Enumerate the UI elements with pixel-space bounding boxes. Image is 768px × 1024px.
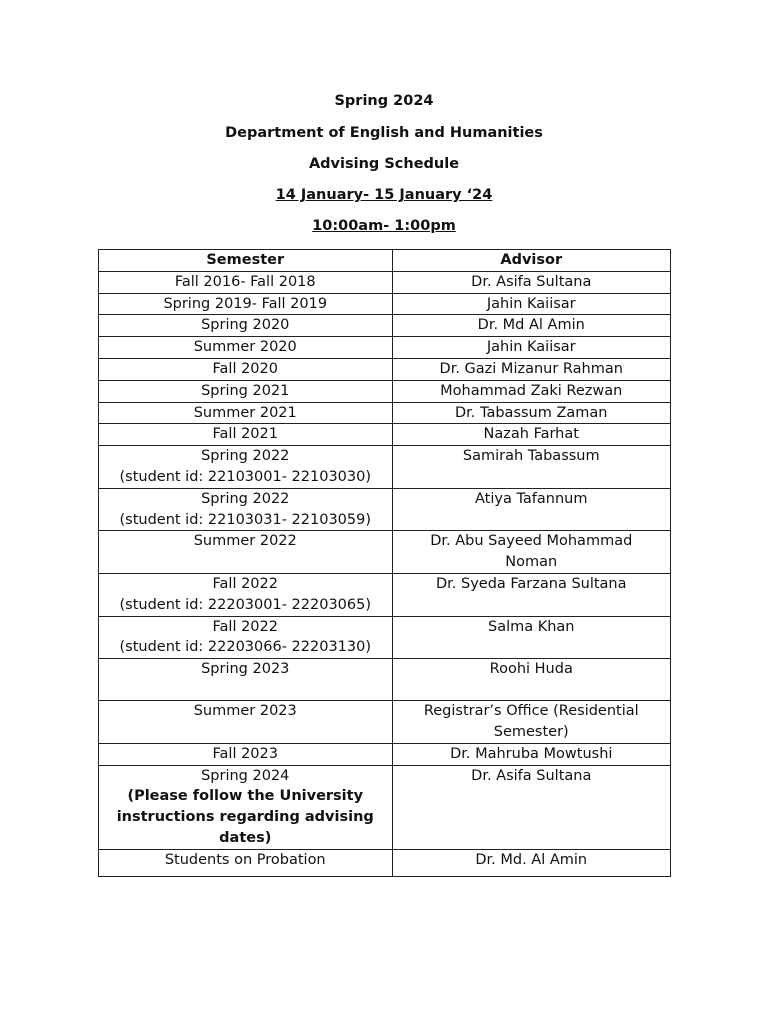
- advisor-cell: Nazah Farhat: [392, 424, 671, 446]
- semester-cell: Spring 2019- Fall 2019: [99, 293, 393, 315]
- table-row: [99, 488, 671, 531]
- semester-line: Spring 2022: [201, 448, 290, 465]
- semester-cell: Fall 2021: [99, 424, 393, 446]
- advisor-cell: Dr. Md. Al Amin: [392, 849, 671, 876]
- table-row: [99, 573, 671, 616]
- semester-line: Fall 2022: [212, 575, 278, 592]
- semester-cell: Summer 2021: [99, 402, 393, 424]
- table-row: [99, 380, 671, 402]
- semester-cell: [99, 765, 393, 849]
- advisor-cell: Dr. Asifa Sultana: [392, 271, 671, 293]
- semester-cell: Students on Probation: [99, 849, 393, 876]
- semester-note: dates): [219, 829, 272, 846]
- advisor-cell: Dr. Tabassum Zaman: [392, 402, 671, 424]
- advisor-line: Noman: [505, 554, 558, 571]
- semester-cell: Fall 2016- Fall 2018: [99, 271, 393, 293]
- advisor-cell: Jahin Kaiisar: [392, 337, 671, 359]
- advisor-cell: Dr. Md Al Amin: [392, 315, 671, 337]
- table-row: [99, 271, 671, 293]
- semester-cell: [99, 573, 393, 616]
- advisor-cell: Mohammad Zaki Rezwan: [392, 380, 671, 402]
- table-header-row: [99, 250, 671, 272]
- student-id-range: (student id: 22203066- 22203130): [119, 639, 372, 656]
- advisor-cell: Jahin Kaiisar: [392, 293, 671, 315]
- semester-line: Fall 2022: [212, 618, 278, 635]
- advisor-cell: Atiya Tafannum: [392, 488, 671, 531]
- department-heading: Department of English and Humanities: [225, 125, 543, 141]
- semester-cell: [99, 488, 393, 531]
- dates-text: 14 January- 15 January ‘24: [275, 187, 493, 203]
- schedule-title: Advising Schedule: [308, 156, 460, 172]
- table-row: [99, 743, 671, 765]
- semester-note: (Please follow the University: [127, 788, 364, 805]
- table-row: [99, 337, 671, 359]
- advising-table: [98, 249, 671, 877]
- semester-cell: [99, 616, 393, 659]
- dates-heading: [0, 186, 768, 204]
- table-row: [99, 315, 671, 337]
- table-row: [99, 659, 671, 701]
- table-row: [99, 616, 671, 659]
- advisor-cell: Samirah Tabassum: [392, 446, 671, 489]
- advisor-line: Dr. Abu Sayeed Mohammad: [430, 533, 633, 550]
- time-heading: [0, 217, 768, 235]
- semester-cell: Summer 2022: [99, 531, 393, 574]
- advisor-cell: Dr. Syeda Farzana Sultana: [392, 573, 671, 616]
- table-row: [99, 424, 671, 446]
- advisor-cell: [392, 531, 671, 574]
- column-header-advisor: Advisor: [392, 250, 671, 272]
- semester-line: Spring 2024: [201, 767, 290, 784]
- table-row: [99, 849, 671, 876]
- advisor-cell: Dr. Gazi Mizanur Rahman: [392, 358, 671, 380]
- semester-cell: Summer 2020: [99, 337, 393, 359]
- semester-cell: Fall 2023: [99, 743, 393, 765]
- column-header-semester: Semester: [99, 250, 393, 272]
- semester-cell: Spring 2020: [99, 315, 393, 337]
- advisor-cell: Roohi Huda: [392, 659, 671, 701]
- table-row: [99, 358, 671, 380]
- student-id-range: (student id: 22103001- 22103030): [119, 468, 372, 485]
- table-row: [99, 765, 671, 849]
- advisor-line: Registrar’s Office (Residential: [423, 703, 639, 720]
- semester-cell: Spring 2021: [99, 380, 393, 402]
- semester-cell: [99, 446, 393, 489]
- semester-cell: Fall 2020: [99, 358, 393, 380]
- semester-cell: Summer 2023: [99, 701, 393, 744]
- advisor-cell: Dr. Asifa Sultana: [392, 765, 671, 849]
- table-row: [99, 531, 671, 574]
- table-row: [99, 293, 671, 315]
- table-row: [99, 446, 671, 489]
- advisor-cell: Dr. Mahruba Mowtushi: [392, 743, 671, 765]
- advisor-cell: Salma Khan: [392, 616, 671, 659]
- time-text: 10:00am- 1:00pm: [312, 218, 456, 234]
- student-id-range: (student id: 22103031- 22103059): [119, 511, 372, 528]
- term-heading: Spring 2024: [334, 93, 434, 109]
- advisor-line: Semester): [493, 723, 569, 740]
- semester-note: instructions regarding advising: [116, 809, 374, 826]
- semester-cell: Spring 2023: [99, 659, 393, 701]
- student-id-range: (student id: 22203001- 22203065): [119, 596, 372, 613]
- advisor-cell: [392, 701, 671, 744]
- table-row: [99, 701, 671, 744]
- table-row: [99, 402, 671, 424]
- semester-line: Spring 2022: [201, 490, 290, 507]
